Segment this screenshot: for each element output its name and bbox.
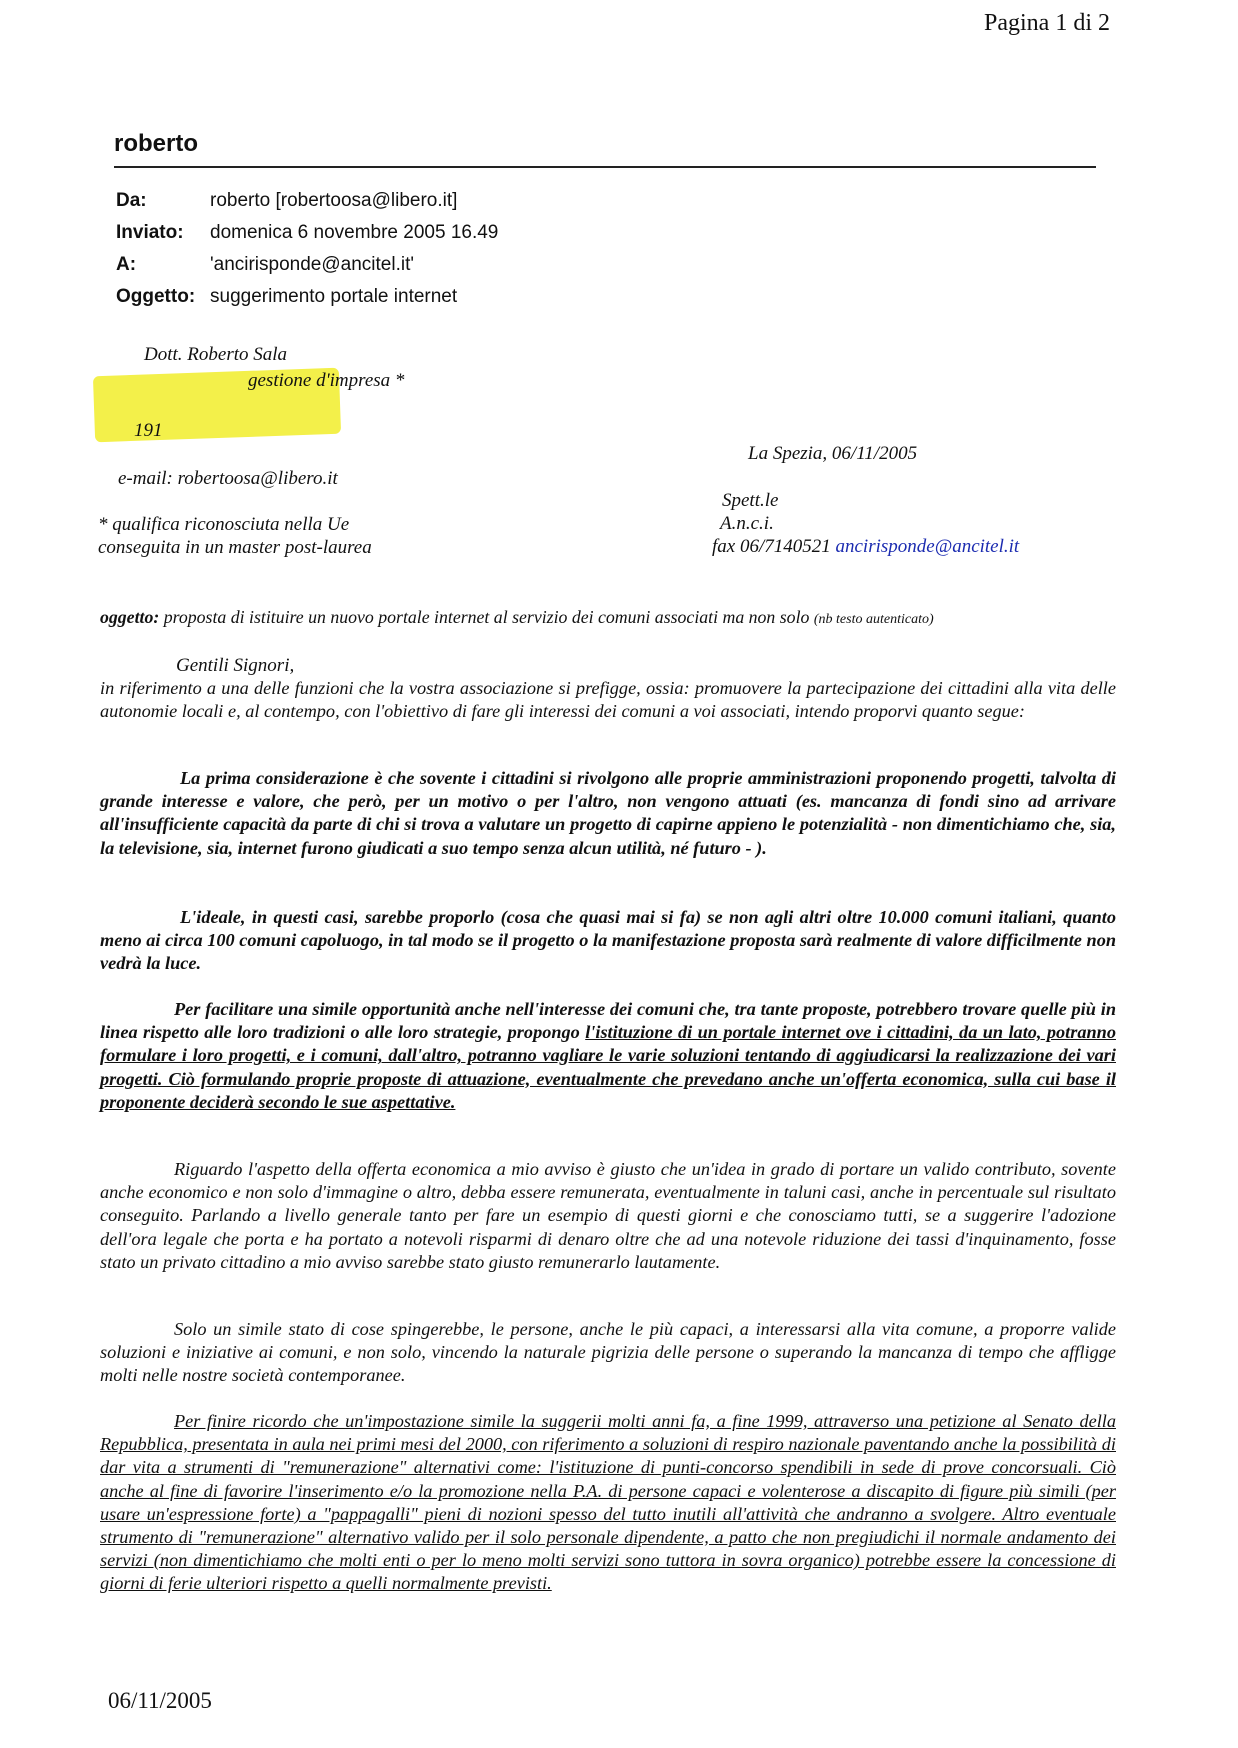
intro-paragraph: in riferimento a una delle funzioni che la vostra associazione si prefigge, ossia: promuovere la partecipazione dei cittadini alla vita delle autonomie locali e, al contempo, con l'obiettivo di fare gli interessi dei comuni a voi associati, intendo proporvi quanto segue: bbox=[100, 678, 1116, 722]
header-subject-key: Oggetto: bbox=[116, 286, 196, 307]
recipient-email-link[interactable]: ancirisponde@ancitel.it bbox=[835, 536, 1020, 557]
sender-name: roberto bbox=[114, 130, 198, 157]
page-number: Pagina 1 di 2 bbox=[984, 10, 1110, 36]
header-subject-row bbox=[116, 286, 457, 308]
header-subject-value: suggerimento portale internet bbox=[210, 286, 458, 307]
recipient-fax: fax 06/7140521 bbox=[712, 536, 831, 557]
letterhead-name: Dott. Roberto Sala bbox=[144, 344, 288, 365]
paragraph-6: Per finire ricordo che un'impostazione simile la suggerii molti anni fa, a fine 1999, attraverso una petizione al Senato della Repubblica, presentata in aula nei primi mesi del 2000, con riferimento a soluzioni di respiro nazionale paventando anche la possibilità di dar vita a strumenti di "remunerazione" alternativi come: l'istituzione di punti-concorso spendibili in sede di prove concorsuali. Ciò anche al fine di favorire l'inserimento e/o la promozione nella P.A. di persone capaci e volenterose a discapito di figure più simili (per usare un'espressione forte) a "pappagalli" pieni di nozioni spesso del tutto inutili all'attività che andranno a svolgere. Altro eventuale strumento di "remunerazione" alternativo valido per il solo personale dipendente, a patto che non pregiudichi il normale andamento dei servizi (non dimentichiamo che molti enti o per lo meno molti servizi sono tuttora in sovra organico) potrebbe essere la concessione di giorni di ferie ulteriori rispetto a quelli normalmente previsti. bbox=[100, 1411, 1116, 1594]
footer-date: 06/11/2005 bbox=[108, 1688, 212, 1713]
header-from-row bbox=[116, 190, 457, 212]
header-to-row bbox=[116, 254, 414, 276]
paragraph-5: Solo un simile stato di cose spingerebbe, le persone, anche le più capaci, a interessarsi alla vita comune, a proporre valide soluzioni e iniziative ai comuni, e non solo, vincendo la naturale pigrizia delle persone o superando la mancanza di tempo che affligge molti nelle nostre società contemporanee. bbox=[100, 1319, 1116, 1386]
greeting: Gentili Signori, bbox=[176, 655, 295, 676]
header-sent-value: domenica 6 novembre 2005 16.49 bbox=[210, 222, 499, 243]
paragraph-3-underlined: l'istituzione di un portale internet ove i cittadini, da un lato, potranno formulare i loro progetti, e i comuni, dall'altro, potranno vagliare le varie soluzioni tentando di aggiudicarsi la realizzazione dei vari progetti. Ciò formulando proprie proposte di attuazione, eventualmente che prevedano anche un'offerta economica, sulla cui base il proponente deciderà secondo le sue aspettative. bbox=[100, 1022, 1116, 1112]
subject-text: proposta di istituire un nuovo portale internet al servizio dei comuni associati ma non solo bbox=[163, 607, 810, 627]
letterhead-line3: 191 bbox=[134, 420, 163, 441]
paragraph-3 bbox=[100, 998, 1116, 1114]
paragraph-1: La prima considerazione è che sovente i cittadini si rivolgono alle proprie amministrazioni proponendo progetti, talvolta di grande interesse e valore, che però, per un motivo o per l'altro, non vengono attuati (es. mancanza di fondi sino ad arrivare all'insufficiente capacità da parte di chi si trova a valutare un progetto di capirne appieno le potenzialità - non dimentichiamo che, sia, la televisione, sia, internet furono giudicati a suo tempo senza alcun utilità, né futuro - ). bbox=[100, 768, 1116, 858]
header-from-key: Da: bbox=[116, 190, 147, 211]
header-from-value: roberto [robertoosa@libero.it] bbox=[210, 190, 458, 211]
recipient-salutation: Spett.le bbox=[722, 490, 779, 511]
header-sent-key: Inviato: bbox=[116, 222, 184, 243]
header-divider bbox=[114, 166, 1096, 168]
letterhead-note2: conseguita in un master post-laurea bbox=[98, 537, 372, 558]
subject-label: oggetto: bbox=[100, 607, 160, 627]
paragraph-2: L'ideale, in questi casi, sarebbe proporlo (cosa che quasi mai si fa) se non agli altri oltre 10.000 comuni italiani, quanto meno ai circa 100 comuni capoluogo, in tal modo se il progetto o la manifestazione proposta sarà realmente di valore difficilmente non vedrà la luce. bbox=[100, 907, 1116, 974]
letterhead-note1: * qualifica riconosciuta nella Ue bbox=[98, 514, 350, 535]
letterhead-email: e-mail: robertoosa@libero.it bbox=[118, 468, 338, 489]
place-date: La Spezia, 06/11/2005 bbox=[748, 443, 918, 464]
paragraph-4: Riguardo l'aspetto della offerta economica a mio avviso è giusto che un'idea in grado di portare un valido contributo, sovente anche economico e non solo d'immagine o altro, debba essere remunerata, eventualmente in taluni casi, anche in percentuale sul risultato conseguito. Parlando a livello generale tanto per fare un esempio di questi giorni e che conosciamo tutti, se a suggerire l'adozione dell'ora legale che porta e ha portato a notevoli risparmi di denaro oltre che ad una notevole riduzione dei tassi d'inquinamento, fosse stato un privato cittadino a mio avviso sarebbe stato giusto remunerarlo lautamente. bbox=[100, 1159, 1116, 1272]
letterhead-role: gestione d'impresa * bbox=[248, 370, 405, 391]
recipient-fax-line bbox=[712, 536, 1019, 558]
subject-note: (nb testo autenticato) bbox=[813, 612, 934, 627]
subject-line bbox=[100, 607, 934, 628]
header-to-key: A: bbox=[116, 254, 137, 275]
recipient-org: A.n.c.i. bbox=[720, 513, 774, 534]
header-sent-row bbox=[116, 222, 498, 244]
paragraph-3-lead: Per facilitare una simile opportunità anche nell'interesse dei comuni che, tra tante proposte, potrebbero trovare quelle più in linea rispetto alle loro tradizioni o alle loro strategie, propongo bbox=[100, 999, 1116, 1043]
header-to-value: 'ancirisponde@ancitel.it' bbox=[210, 254, 414, 275]
